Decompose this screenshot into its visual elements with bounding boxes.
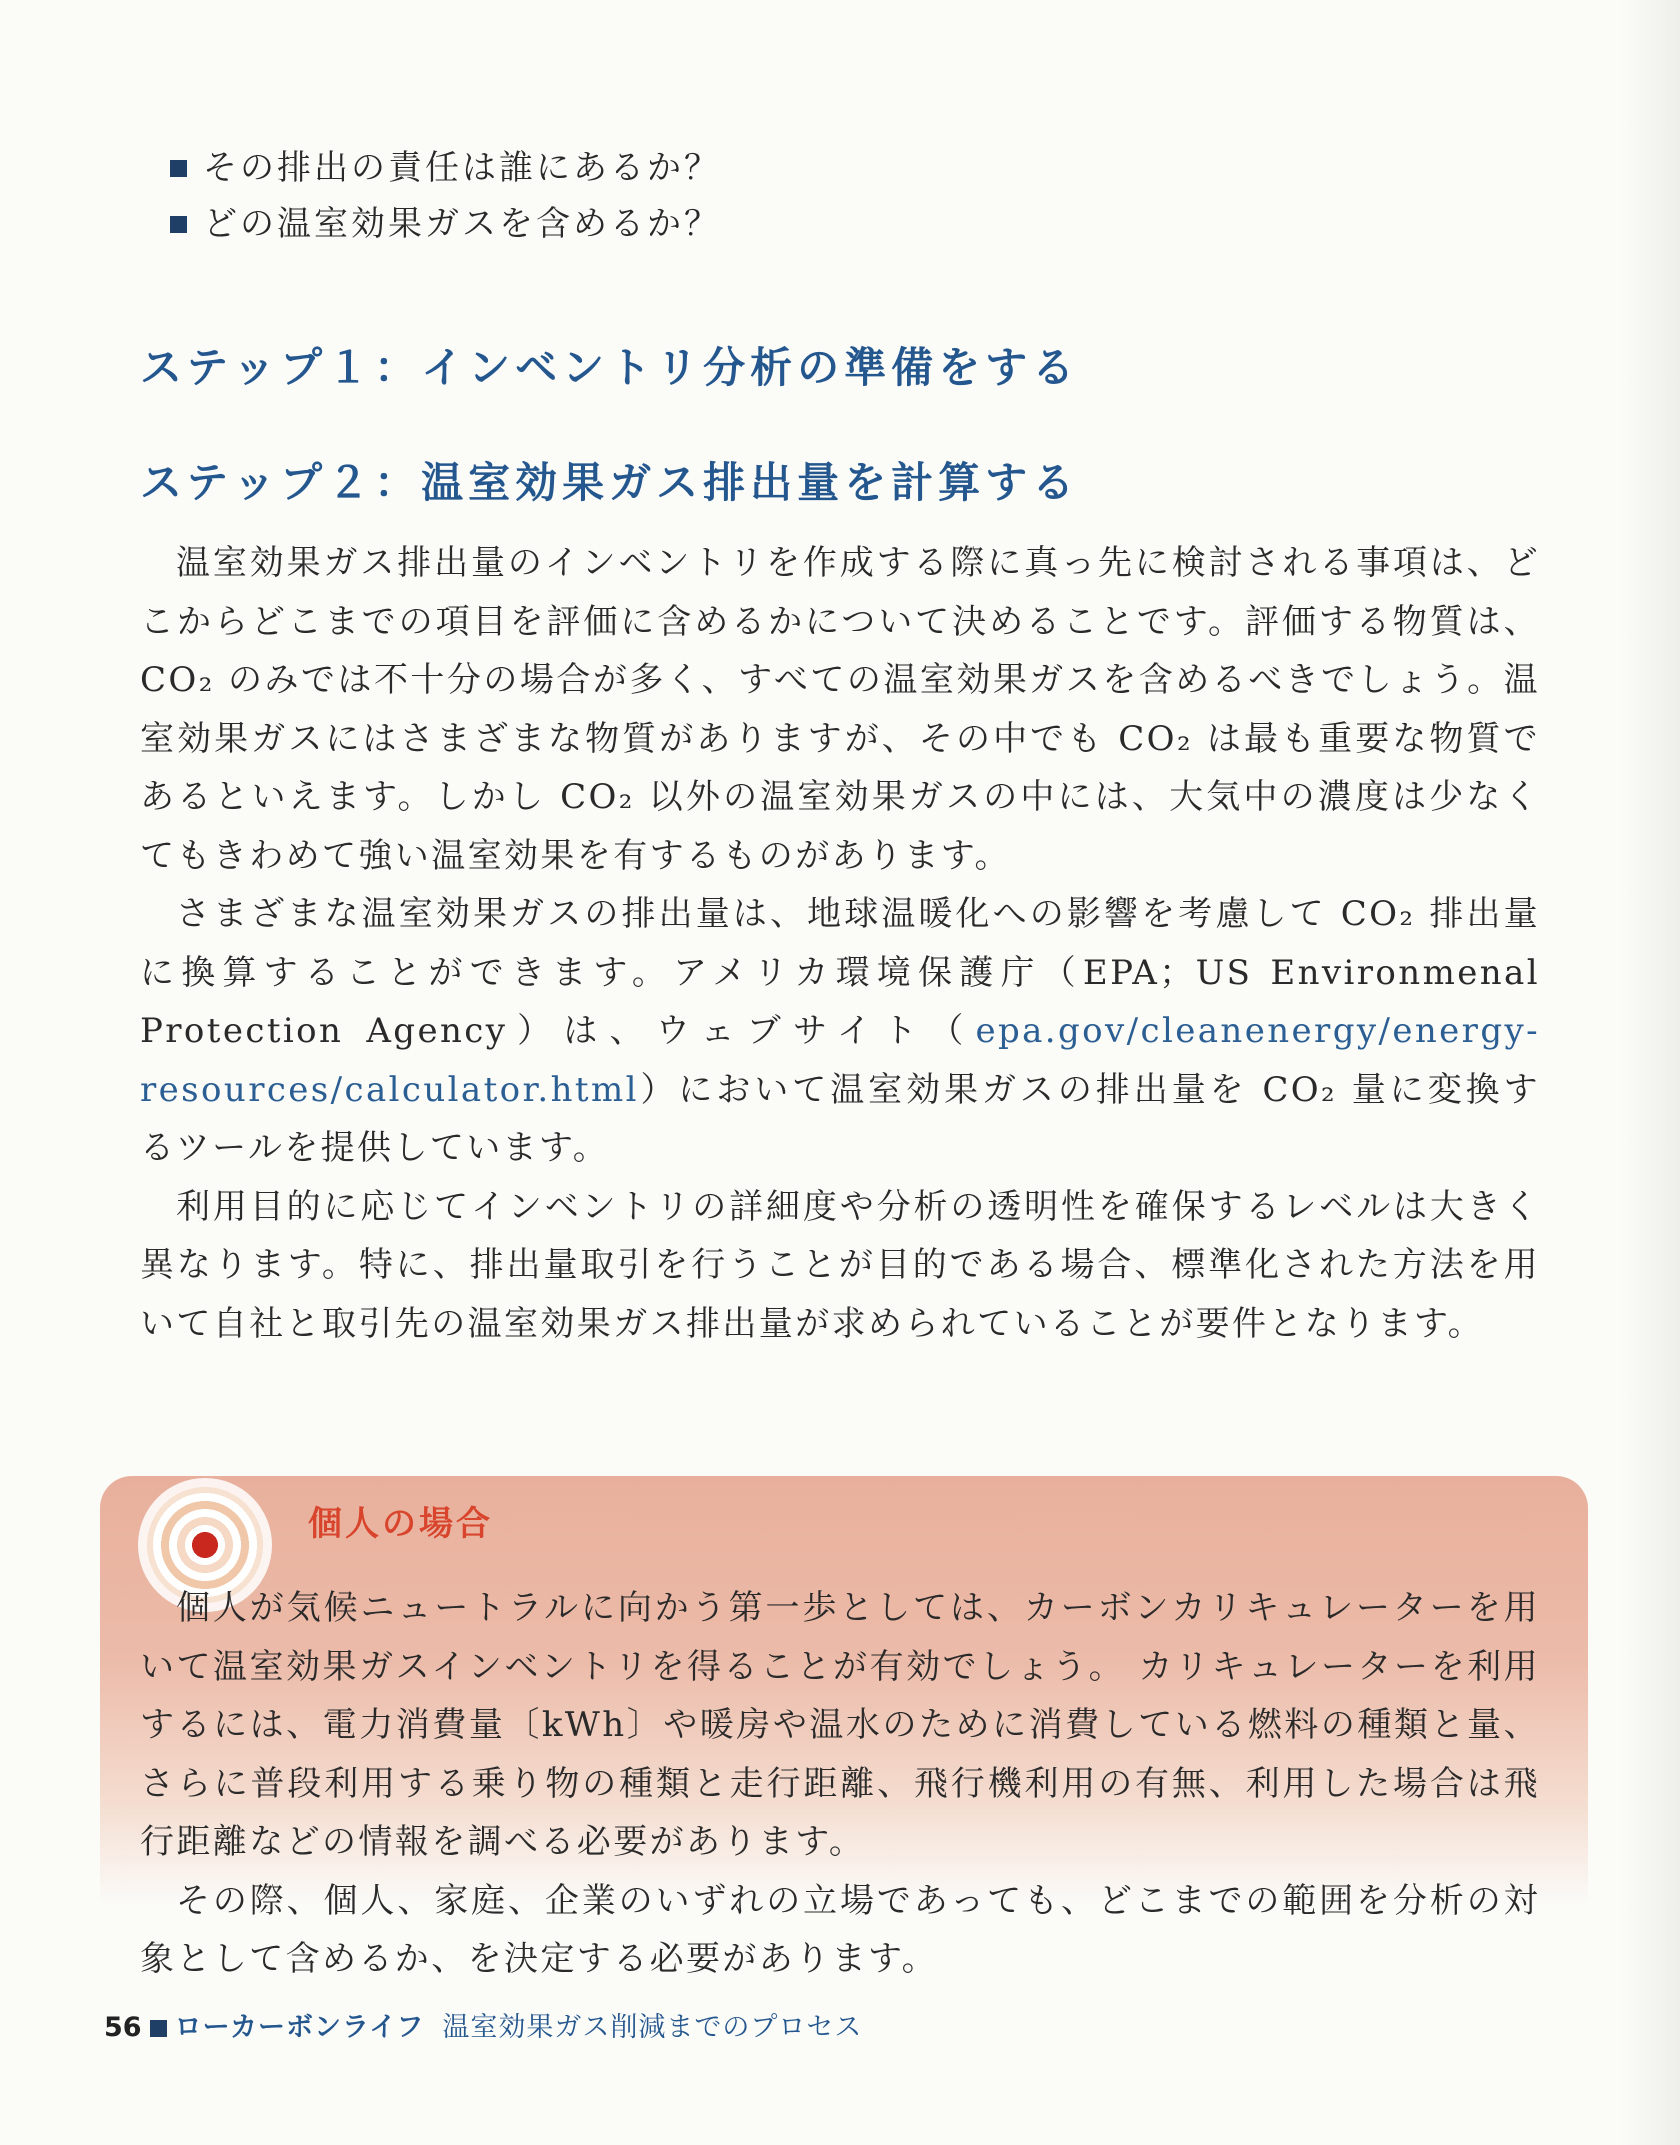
series-title: ローカーボンライフ <box>174 2012 425 2043</box>
paragraph-text: ）において温室効果ガスの排出量を CO₂ 量に変換するツールを提供しています。 <box>140 1069 1540 1168</box>
paragraph: 温室効果ガス排出量のインベントリを作成する際に真っ先に検討される事項は、どこからどこまでの項目を評価に含めるかについて決めることです。評価する物質は、CO₂ のみでは不十分の場合が多く、すべての温室効果ガスを含めるべきでしょう。温室効果ガスにはさまざまな物質がありますが、その中でも CO₂ は最も重要な物質であるといえます。しかし CO₂ 以外の温室効果ガスの中には、大気中の濃度は少なくてもきわめて強い温室効果を有するものがあります。 <box>140 543 1541 876</box>
page-edge-shadow <box>1620 0 1680 2145</box>
epa-calculator-link[interactable]: epa.gov/cleanenergy/energy-resources/calculator.html <box>140 1011 1540 1110</box>
paragraph: その際、個人、家庭、企業のいずれの立場であっても、どこまでの範囲を分析の対象として含めるか、を決定する必要があります。 <box>140 1880 1540 1979</box>
note-title: 個人の場合 <box>308 1504 493 1544</box>
page-footer <box>104 2006 862 2050</box>
page-number: 56 <box>104 2012 142 2043</box>
chapter-title: 温室効果ガス削減までのプロセス <box>442 2012 863 2043</box>
bullet-list <box>170 140 1470 252</box>
list-item <box>170 196 1470 252</box>
bullet-text: どの温室効果ガスを含めるか？ <box>203 204 721 244</box>
paragraph-text: さまざまな温室効果ガスの排出量は、地球温暖化への影響を考慮して CO₂ 排出量に換算することができます。アメリカ環境保護庁（EPA；US Environmenal Protection Agency）は、ウェブサイト（ <box>140 894 1540 1051</box>
square-bullet-icon <box>170 160 187 177</box>
step-2-heading: ステップ２：温室効果ガス排出量を計算する <box>140 458 1080 507</box>
paragraph: 利用目的に応じてインベントリの詳細度や分析の透明性を確保するレベルは大きく異なります。特に、排出量取引を行うことが目的である場合、標準化された方法を用いて自社と取引先の温室効果ガス排出量が求められていることが要件となります。 <box>140 1186 1540 1344</box>
step-1-heading: ステップ１：インベントリ分析の準備をする <box>140 343 1080 392</box>
bullet-text: その排出の責任は誰にあるか？ <box>203 148 721 188</box>
square-bullet-icon <box>150 2020 167 2037</box>
list-item <box>170 140 1470 196</box>
paragraph <box>140 885 1540 1178</box>
note-body <box>140 1579 1540 1989</box>
body-text <box>140 534 1540 1353</box>
square-bullet-icon <box>170 216 187 233</box>
paragraph: 個人が気候ニュートラルに向かう第一歩としては、カーボンカリキュレーターを用いて温室効果ガスインベントリを得ることが有効でしょう。 カリキュレーターを利用するには、電力消費量〔kWh〕や暖房や温水のために消費している燃料の種類と量、さらに普段利用する乗り物の種類と走行距離、飛行機利用の有無、利用した場合は飛行距離などの情報を調べる必要があります。 <box>140 1588 1540 1862</box>
